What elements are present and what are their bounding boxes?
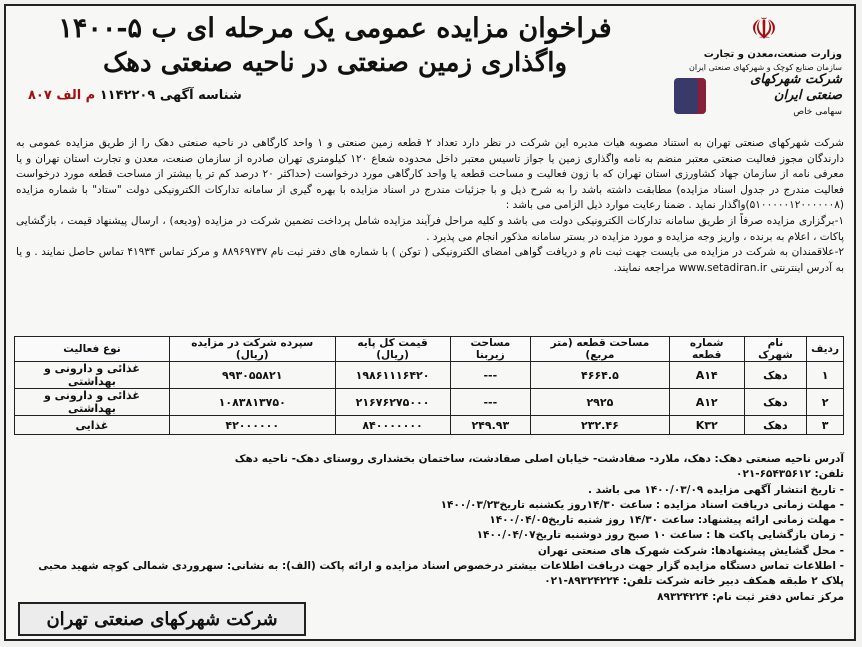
announcement-body — [16, 136, 844, 276]
col-row-number: ردیف — [807, 337, 844, 362]
phone-line: تلفن: ۶۵۴۳۵۶۱۲-۰۲۱ — [736, 468, 844, 481]
cell-built-area: --- — [450, 389, 531, 416]
title-line-2: واگذاری زمین صنعتی در ناحیه صنعتی دهک — [102, 48, 568, 78]
col-plot-number: شماره قطعه — [669, 337, 744, 362]
ministry-block — [672, 48, 842, 74]
cell-base-price: ۲۱۶۷۶۲۷۵۰۰۰ — [335, 389, 450, 416]
info-item: - زمان بازگشایی پاکت ها : ساعت ۱۰ صبح روز دوشنبه تاریخ۱۴۰۰/۰۴/۰۷ — [16, 528, 844, 543]
cell-plot-number: A۱۴ — [669, 362, 744, 389]
footer-info — [16, 452, 844, 605]
address-line: آدرس ناحیه صنعتی دهک: دهک، ملارد- صفادشت- خیابان اصلی صفادشت، ساختمان بخشداری روستای دهک- ناحیه دهک — [234, 453, 844, 465]
cell-built-area: --- — [450, 362, 531, 389]
paragraph-intro: شرکت شهرکهای صنعتی تهران به استناد مصوبه هیات مدیره این شرکت در نظر دارد تعداد ۲ قطعه زمین صنعتی و ۱ واحد کارگاهی در ناحیه صنعتی دهک را از طریق مزایده عمومی به دارندگان مجوز فعالیت صنعتی معتبر منضم به نامه واگذاری زمین یا جواز تاسیس معتبر داخل محدوده شعاع ۱۲۰ کیلومتری تهران صادره از سازمان صنعت، معدن و تجارت استان تهران و یا معرفی نامه از سازمان جهاد کشاورزی استان تهران که با زون فعالیت و مساحت قطعه یا واحد کارگاهی مورد درخواست (حداکثر ۲۰ درصد کم تر یا بیشتر از مساحت قطعه مورد درخواست فعالیت مندرج در جدول اسناد مزایده) مطابقت داشته باشد را به شرح ذیل و با جزئیات مندرج در اسناد مزایده با بهره گیری از سامانه تدارکات الکترونیکی دولت "ستاد" با شماره مزایده (۵۱۰۰۰۰۰۱۲۰۰۰۰۰۰۸)واگذار نماید . ضمنا رعایت موارد ذیل الزامی می باشد : — [16, 137, 844, 212]
rule-2-tail: مراجعه نمایند. — [613, 261, 676, 274]
ad-identifiers — [18, 88, 242, 103]
org-type: سهامی خاص — [793, 107, 842, 117]
cell-activity: غذائی و دارونی و بهداشتی — [15, 389, 170, 416]
cell-row-number: ۲ — [807, 389, 844, 416]
cell-town: دهک — [744, 362, 806, 389]
plots-table — [14, 336, 844, 435]
ministry-name: وزارت صنعت،معدن و تجارت — [703, 49, 842, 60]
col-town-name: نام شهرک — [744, 337, 806, 362]
table-row — [15, 389, 844, 416]
table-row — [15, 416, 844, 435]
cell-row-number: ۱ — [807, 362, 844, 389]
col-built-area: مساحت زیربنا — [450, 337, 531, 362]
info-item: - تاریخ انتشار آگهی مزایده ۱۴۰۰/۰۳/۰۹ می باشد . — [16, 483, 844, 498]
cell-plot-number: A۱۲ — [669, 389, 744, 416]
col-activity: نوع فعالیت — [15, 337, 170, 362]
page-title — [16, 12, 654, 80]
company-name-box: شرکت شهرکهای صنعتی تهران — [18, 602, 306, 636]
cell-deposit: ۱۰۸۳۸۱۳۷۵۰ — [169, 389, 335, 416]
cell-base-price: ۱۹۸۶۱۱۱۶۴۲۰ — [335, 362, 450, 389]
col-plot-area: مساحت قطعه (متر مربع) — [531, 337, 670, 362]
cell-plot-area: ۴۶۶۴.۵ — [531, 362, 670, 389]
info-item: - اطلاعات تماس دستگاه مزایده گزار جهت دریافت اطلاعات بیشتر درخصوص اسناد مزایده و ارائه پاکت (الف): به نشانی: سهروردی شمالی کوچه شهید محبی — [16, 559, 844, 574]
call-center-line: مرکز تماس دفتر ثبت نام: ۸۹۳۲۴۲۲۴ — [657, 590, 844, 603]
ad-id: شناسه آگهی ۱۱۴۲۲۰۹ — [99, 88, 242, 103]
cell-activity: غذایی — [15, 416, 170, 435]
col-base-price: قیمت کل پایه (ریال) — [335, 337, 450, 362]
cell-town: دهک — [744, 389, 806, 416]
cell-town: دهک — [744, 416, 806, 435]
ministry-subtitle: سازمان صنایع کوچک و شهرکهای صنعتی ایران — [688, 63, 842, 72]
advertisement-page — [4, 4, 856, 641]
website-link[interactable]: www.setadiran.ir — [678, 261, 768, 274]
cell-built-area: ۲۴۹.۹۳ — [450, 416, 531, 435]
rule-2-text: ۲-علاقمندان به شرکت در مزایده می بایست جهت ثبت نام و دریافت گواهی امضای الکترونیکی ( توکن ) با شماره های دفتر ثبت نام ۸۸۹۶۹۷۳۷ و مرکز تماس ۴۱۹۳۴ تماس حاصل نمایند . و یا به آدرس اینترنتی — [16, 246, 845, 274]
table-row — [15, 362, 844, 389]
title-line-1: فراخوان مزایده عمومی یک مرحله ای ب ۵-۱۴۰۰ — [58, 13, 612, 44]
cell-activity: غذائی و دارونی و بهداشتی — [15, 362, 170, 389]
cell-plot-area: ۲۳۲.۴۶ — [531, 416, 670, 435]
iran-emblem-icon: ☫ — [750, 12, 778, 47]
org-logo — [674, 72, 842, 117]
cell-deposit: ۴۲۰۰۰۰۰۰ — [169, 416, 335, 435]
info-item: - مهلت زمانی ارائه پیشنهاد: ساعت ۱۴/۳۰ روز شنبه تاریخ۱۴۰۰/۰۴/۰۵ — [16, 513, 844, 528]
col-deposit: سپرده شرکت در مزایده (ریال) — [169, 337, 335, 362]
info-item: - محل گشایش پیشنهادها: شرکت شهرک های صنعتی تهران — [16, 544, 844, 559]
cell-plot-number: K۳۲ — [669, 416, 744, 435]
cell-base-price: ۸۴۰۰۰۰۰۰۰ — [335, 416, 450, 435]
ad-code: م الف ۸۰۷ — [28, 88, 96, 103]
cell-plot-area: ۲۹۲۵ — [531, 389, 670, 416]
org-name: شرکت شهرکهای صنعتی ایران — [750, 72, 842, 103]
header — [6, 6, 854, 117]
cell-row-number: ۳ — [807, 416, 844, 435]
info-item: - مهلت زمانی دریافت اسناد مزایده : ساعت ۱۴/۳۰روز یکشنبه تاریخ۱۴۰۰/۰۳/۲۳ — [16, 498, 844, 513]
cell-deposit: ۹۹۳۰۵۵۸۲۱ — [169, 362, 335, 389]
paragraph-rule-1: ۱-برگزاری مزایده صرفاً از طریق سامانه تدارکات الکترونیکی دولت می باشد و کلیه مراحل فرآیند مزایده شامل پرداخت تضمین شرکت در مزایده (ودیعه) ، ارسال پیشنهاد قیمت ، بازگشایی پاکات ، اعلام به برنده ، واریز وجه مزایده و مورد مزایده در بستر سامانه مذکور انجام می پذیرد . — [16, 214, 844, 243]
iran-map-logo-icon — [674, 78, 706, 114]
paragraph-rule-2 — [16, 245, 844, 276]
address-plak-line: پلاک ۲ طبقه همکف دبیر خانه شرکت تلفن: ۸۹۳۲۴۲۲۴-۰۲۱ — [544, 575, 844, 588]
table-header-row — [15, 337, 844, 362]
